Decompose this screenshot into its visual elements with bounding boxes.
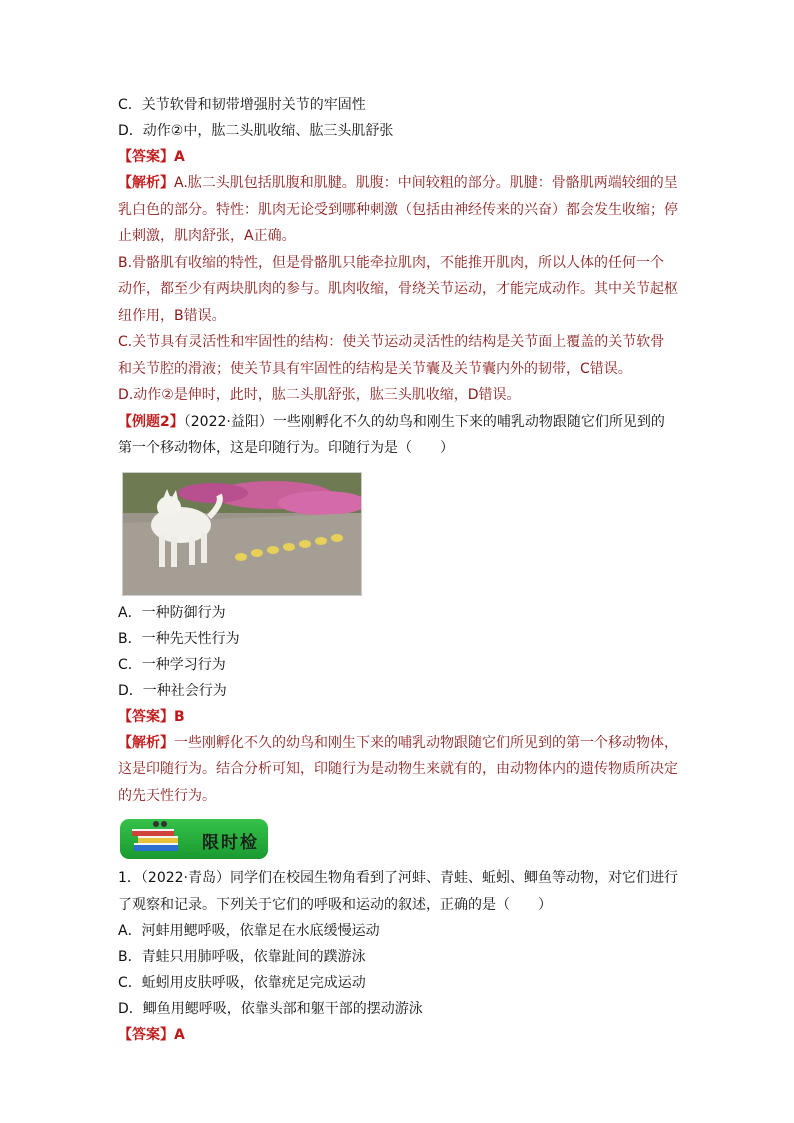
answer-label: 【答案】A xyxy=(118,149,185,165)
example-2-stem-text: （2022·益阳）一些刚孵化不久的幼鸟和刚生下来的哺乳动物跟随它们所见到的第一个移动物体，这是印随行为。印随行为是（ ） xyxy=(118,413,665,456)
option-c: C．关节软骨和韧带增强肘关节的牢固性 xyxy=(118,97,366,113)
analysis-d: D.动作②是伸时，此时，肱二头肌舒张，肱三头肌收缩，D错误。 xyxy=(118,387,521,403)
analysis-b: B.骨骼肌有收缩的特性，但是骨骼肌只能牵拉肌肉，不能推开肌肉，所以人体的任何一个动作，都至少有两块肌肉的参与。肌肉收缩，骨绕关节运动，才能完成动作。其中关节起枢纽作用，B错误。 xyxy=(118,254,678,324)
section-banner xyxy=(120,819,268,859)
example-option-a: A．一种防御行为 xyxy=(118,604,226,621)
example-2-options xyxy=(118,600,678,704)
banner-title: 限时检 xyxy=(202,833,259,853)
example-2-stem xyxy=(118,409,678,462)
books-icon xyxy=(126,819,196,859)
example-analysis-label: 【解析】 xyxy=(118,734,174,751)
example-label: 【例题2】 xyxy=(118,413,184,430)
question-1-option-d: D．鲫鱼用鳃呼吸，依靠头部和躯干部的摆动游泳 xyxy=(118,1001,423,1017)
example-option-c: C．一种学习行为 xyxy=(118,656,226,673)
analysis-a xyxy=(118,170,678,250)
analysis-a-text: A.肱二头肌包括肌腹和肌腱。肌腹：中间较粗的部分。肌腱：骨骼肌两端较细的呈乳白色的部分。特性：肌肉无论受到哪种刺激（包括由神经传来的兴奋）都会发生收缩；停止刺激，肌肉舒张，A正确。 xyxy=(118,175,678,244)
question-1-option-a: A．河蚌用鳃呼吸，依靠足在水底缓慢运动 xyxy=(118,923,380,939)
analysis-c: C.关节具有灵活性和牢固性的结构：使关节运动灵活性的结构是关节面上覆盖的关节软骨和关节腔的滑液；使关节具有牢固性的结构是关节囊及关节囊内外的韧带，C错误。 xyxy=(118,334,665,377)
example-answer: 【答案】B xyxy=(118,708,185,725)
document-page xyxy=(118,92,678,1048)
question-1-option-b: B．青蛙只用肺呼吸，依靠趾间的蹼游泳 xyxy=(118,949,366,965)
question-1-stem: 1．（2022·青岛）同学们在校园生物角看到了河蚌、青蛙、蚯蚓、鲫鱼等动物，对它们进行了观察和记录。下列关于它们的呼吸和运动的叙述，正确的是（ ） xyxy=(118,870,678,913)
example-option-d: D．一种社会行为 xyxy=(118,682,227,699)
example-analysis-text: 一些刚孵化不久的幼鸟和刚生下来的哺乳动物跟随它们所见到的第一个移动物体，这是印随行为。结合分析可知，印随行为是动物生来就有的，由动物体内的遗传物质所决定的先天性行为。 xyxy=(118,734,678,804)
photo-illustration xyxy=(123,473,361,595)
example-analysis xyxy=(118,730,678,810)
analysis-label: 【解析】 xyxy=(118,175,174,191)
example-option-b: B．一种先天性行为 xyxy=(118,630,240,647)
question-1-option-c: C．蚯蚓用皮肤呼吸，依靠疣足完成运动 xyxy=(118,975,366,991)
option-d: D．动作②中，肱二头肌收缩、肱三头肌舒张 xyxy=(118,123,394,139)
question-1-answer: 【答案】A xyxy=(118,1027,185,1043)
dog-ducklings-photo xyxy=(122,472,362,596)
